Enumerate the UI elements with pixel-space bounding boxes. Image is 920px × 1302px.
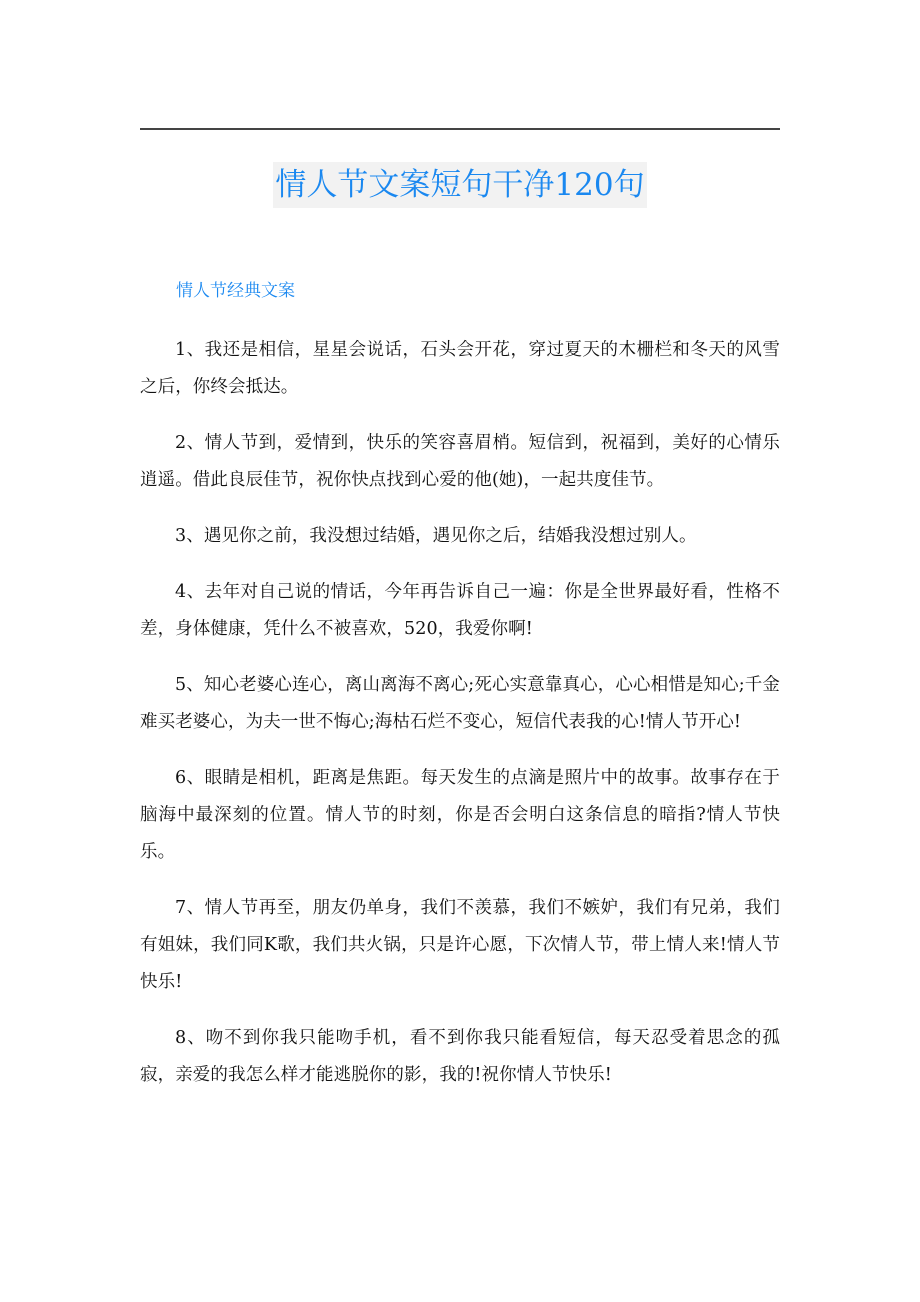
paragraph: 5、知心老婆心连心，离山离海不离心;死心实意靠真心，心心相惜是知心;千金难买老婆心，为夫一世不悔心;海枯石烂不变心，短信代表我的心!情人节开心!: [140, 675, 780, 732]
document-body: [140, 276, 780, 1113]
document-title: 情人节文案短句干净120句: [273, 162, 646, 208]
paragraph: 7、情人节再至，朋友仍单身，我们不羡慕，我们不嫉妒，我们有兄弟，我们有姐妹，我们同K歌，我们共火锅，只是许心愿，下次情人节，带上情人来!情人节快乐!: [140, 898, 780, 992]
paragraph: 1、我还是相信，星星会说话，石头会开花，穿过夏天的木栅栏和冬天的风雪之后，你终会抵达。: [140, 340, 780, 397]
paragraph: 3、遇见你之前，我没想过结婚，遇见你之后，结婚我没想过别人。: [175, 526, 697, 546]
paragraph: 6、眼睛是相机，距离是焦距。每天发生的点滴是照片中的故事。故事存在于脑海中最深刻的位置。情人节的时刻，你是否会明白这条信息的暗指?情人节快乐。: [140, 768, 780, 862]
paragraph: 8、吻不到你我只能吻手机，看不到你我只能看短信，每天忍受着思念的孤寂，亲爱的我怎么样才能逃脱你的影，我的!祝你情人节快乐!: [140, 1028, 780, 1085]
section-heading: 情人节经典文案: [176, 281, 295, 301]
paragraph: 2、情人节到，爱情到，快乐的笑容喜眉梢。短信到，祝福到，美好的心情乐逍遥。借此良辰佳节，祝你快点找到心爱的他(她)，一起共度佳节。: [140, 433, 780, 490]
header-rule: [140, 128, 780, 130]
paragraph: 4、去年对自己说的情话，今年再告诉自己一遍：你是全世界最好看，性格不差，身体健康，凭什么不被喜欢，520，我爱你啊!: [140, 582, 780, 639]
